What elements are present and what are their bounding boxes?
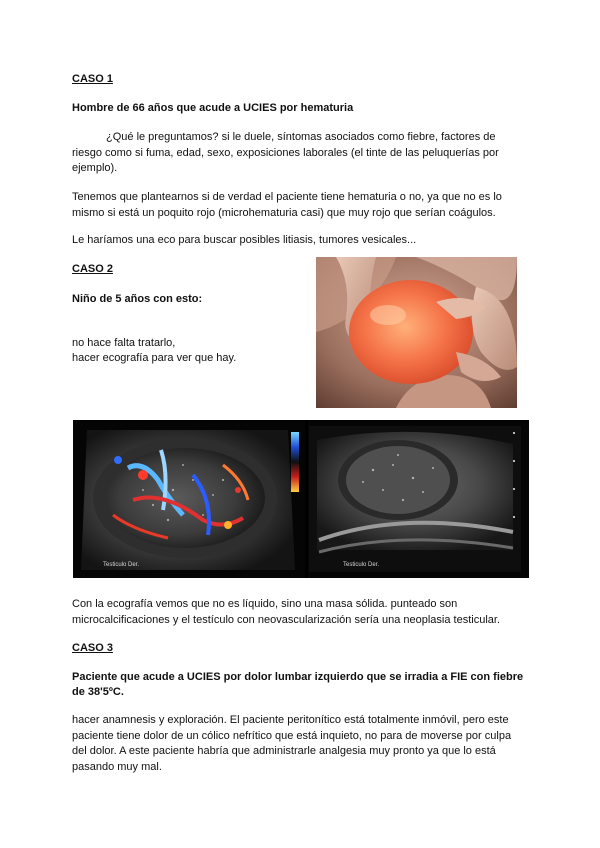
caso3-title: CASO 3 [72,642,113,654]
clinical-photo [316,257,517,408]
caso1-paragraph-1: ¿Qué le preguntamos? si le duele, síntomas asociados como fiebre, factores de riesgo como si fuma, edad, sexo, exposiciones laborales (el tinte de las peluquerías por ejemplo). [72,131,499,174]
caso1-paragraph-2: Tenemos que plantearnos si de verdad el paciente tiene hematuria o no, ya que no es lo mismo si está un poquito rojo (microhematuria casi) que muy rojo que serían coágulos. [72,191,502,219]
caso2-line-1: no hace falta tratarlo, [72,337,176,349]
caso2-paragraph: Con la ecografía vemos que no es líquido, sino una masa sólida. punteado son microcalcificaciones y el testículo con neovascularización sería una neoplasia testicular. [72,598,500,626]
caso2-heading: Niño de 5 años con esto: [72,293,203,305]
caso1-paragraph-3: Le haríamos una eco para buscar posibles litiasis, tumores vesicales... [72,234,417,246]
ultrasound-label-right: Testiculo Der. [343,562,380,568]
caso1-heading: Hombre de 66 años que acude a UCIES por hematuria [72,102,354,114]
ultrasound-image [73,420,529,578]
caso3-paragraph: hacer anamnesis y exploración. El paciente peritonítico está totalmente inmóvil, pero este paciente tiene dolor de un cólico nefrítico que está inquieto, no para de moverse por culpa del dolor. A este paciente habría que administrarle analgesia muy pronto ya que lo está pasando muy mal. [72,714,512,773]
caso2-line-2: hacer ecografía para ver que hay. [72,352,237,364]
ultrasound-label-left: Testiculo Der. [103,562,140,568]
caso2-title: CASO 2 [72,263,113,275]
caso3-heading: Paciente que acude a UCIES por dolor lumbar izquierdo que se irradia a FIE con fiebre de 38'5ºC. [72,671,524,698]
caso1-title: CASO 1 [72,73,113,85]
